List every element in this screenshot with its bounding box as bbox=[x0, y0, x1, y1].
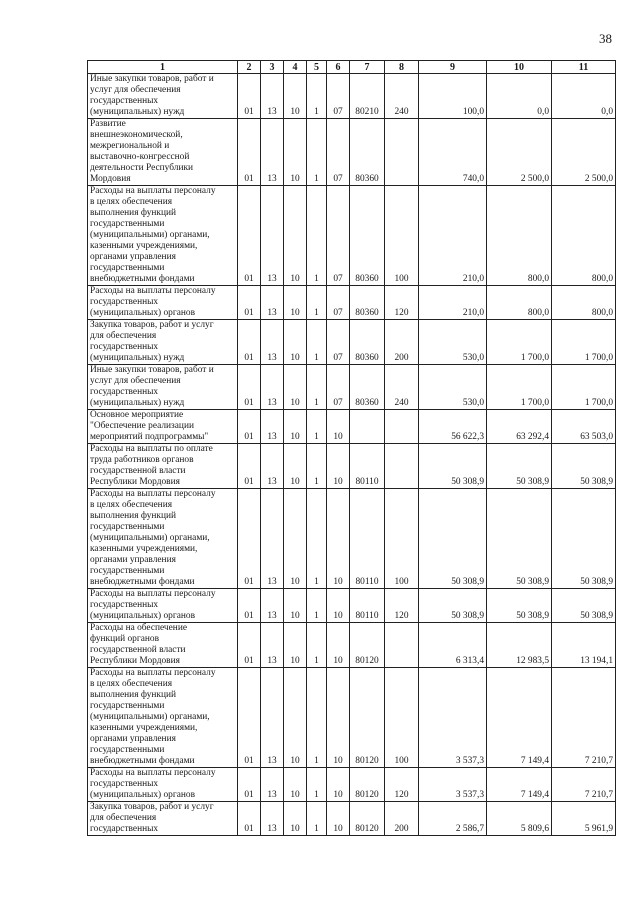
code-pgp-cell: 13 bbox=[261, 365, 284, 410]
code-gp-cell: 01 bbox=[238, 623, 261, 668]
code-main-event-cell: 07 bbox=[327, 286, 350, 320]
code-pgp-cell: 13 bbox=[261, 286, 284, 320]
expense-name-cell bbox=[88, 186, 238, 286]
code-gp-cell: 01 bbox=[238, 589, 261, 623]
expense-name-line: Расходы на обеспечение bbox=[90, 623, 187, 633]
expense-name-line: услуг для обеспечения bbox=[90, 85, 181, 95]
expense-name-line: государственной власти bbox=[90, 466, 186, 476]
table-row bbox=[88, 74, 616, 119]
expense-name-cell bbox=[88, 119, 238, 186]
code-gp-cell: 01 bbox=[238, 444, 261, 489]
code-expense-type-cell: 240 bbox=[385, 365, 419, 410]
amount-col-9-cell: 50 308,9 bbox=[419, 589, 487, 623]
code-gp-cell: 01 bbox=[238, 802, 261, 836]
expense-name-line: государственных bbox=[90, 297, 159, 307]
code-expense-type-cell bbox=[385, 119, 419, 186]
code-main-event-cell: 10 bbox=[327, 768, 350, 802]
expense-name-cell bbox=[88, 444, 238, 489]
code-direction-cell bbox=[350, 410, 385, 444]
code-main-event-cell: 10 bbox=[327, 444, 350, 489]
expense-name-line: в целях обеспечения bbox=[90, 500, 173, 510]
code-direction-cell: 80210 bbox=[350, 74, 385, 119]
amount-col-9-cell: 56 622,3 bbox=[419, 410, 487, 444]
expense-name-line: труда работников органов bbox=[90, 455, 194, 465]
amount-col-10-cell: 5 809,6 bbox=[487, 802, 552, 836]
amount-col-11-cell: 50 308,9 bbox=[552, 489, 616, 589]
expense-name-line: государственными bbox=[90, 219, 165, 229]
code-gp-cell: 01 bbox=[238, 74, 261, 119]
expense-name-line: функций органов bbox=[90, 634, 160, 644]
code-pgp-cell: 13 bbox=[261, 589, 284, 623]
code-expense-type-cell: 120 bbox=[385, 286, 419, 320]
code-gp-cell: 01 bbox=[238, 320, 261, 365]
table-row bbox=[88, 802, 616, 836]
amount-col-11-cell: 13 194,1 bbox=[552, 623, 616, 668]
expense-name-line: Основное мероприятие bbox=[90, 410, 184, 420]
expense-name-line: Расходы на выплаты персоналу bbox=[90, 768, 216, 778]
code-expense-type-cell: 100 bbox=[385, 186, 419, 286]
expense-name-cell bbox=[88, 768, 238, 802]
code-ppgp-cell: 10 bbox=[284, 410, 307, 444]
expense-name-line: выставочно-конгрессной bbox=[90, 152, 190, 162]
expense-name-cell bbox=[88, 74, 238, 119]
column-header: 5 bbox=[307, 61, 327, 74]
code-direction-cell: 80110 bbox=[350, 489, 385, 589]
code-direction-cell: 80120 bbox=[350, 768, 385, 802]
expense-name-line: государственными bbox=[90, 701, 165, 711]
table-row bbox=[88, 410, 616, 444]
code-expense-type-cell bbox=[385, 444, 419, 489]
code-expense-type-cell bbox=[385, 623, 419, 668]
expense-name-line: деятельности Республики bbox=[90, 163, 194, 173]
code-subprogram-type-cell: 1 bbox=[307, 623, 327, 668]
expense-name-line: для обеспечения bbox=[90, 813, 157, 823]
table-row bbox=[88, 320, 616, 365]
amount-col-11-cell: 5 961,9 bbox=[552, 802, 616, 836]
column-header: 7 bbox=[350, 61, 385, 74]
amount-col-10-cell: 7 149,4 bbox=[487, 668, 552, 768]
code-ppgp-cell: 10 bbox=[284, 589, 307, 623]
amount-col-9-cell: 100,0 bbox=[419, 74, 487, 119]
code-gp-cell: 01 bbox=[238, 119, 261, 186]
code-pgp-cell: 13 bbox=[261, 119, 284, 186]
code-subprogram-type-cell: 1 bbox=[307, 320, 327, 365]
amount-col-10-cell: 0,0 bbox=[487, 74, 552, 119]
amount-col-10-cell: 800,0 bbox=[487, 286, 552, 320]
code-direction-cell: 80360 bbox=[350, 186, 385, 286]
expense-name-line: государственными bbox=[90, 263, 165, 273]
table-row bbox=[88, 489, 616, 589]
expense-name-line: (муниципальными) органами, bbox=[90, 712, 210, 722]
expense-name-cell bbox=[88, 365, 238, 410]
column-header: 11 bbox=[552, 61, 616, 74]
table-row bbox=[88, 119, 616, 186]
amount-col-10-cell: 12 983,5 bbox=[487, 623, 552, 668]
code-ppgp-cell: 10 bbox=[284, 320, 307, 365]
expense-name-cell bbox=[88, 589, 238, 623]
code-expense-type-cell: 200 bbox=[385, 320, 419, 365]
expense-name-line: (муниципальных) нужд bbox=[90, 107, 185, 117]
expense-name-line: Мордовия bbox=[90, 174, 131, 184]
code-ppgp-cell: 10 bbox=[284, 186, 307, 286]
expense-name-line: государственных bbox=[90, 600, 159, 610]
code-main-event-cell: 10 bbox=[327, 623, 350, 668]
code-subprogram-type-cell: 1 bbox=[307, 119, 327, 186]
expense-name-line: выполнения функций bbox=[90, 690, 177, 700]
code-direction-cell: 80110 bbox=[350, 589, 385, 623]
code-expense-type-cell: 100 bbox=[385, 489, 419, 589]
code-expense-type-cell bbox=[385, 410, 419, 444]
expense-name-line: в целях обеспечения bbox=[90, 679, 173, 689]
code-direction-cell: 80360 bbox=[350, 320, 385, 365]
expense-name-line: межрегиональной и bbox=[90, 141, 170, 151]
expense-name-line: Расходы на выплаты персоналу bbox=[90, 489, 216, 499]
amount-col-11-cell: 2 500,0 bbox=[552, 119, 616, 186]
amount-col-10-cell: 50 308,9 bbox=[487, 489, 552, 589]
code-subprogram-type-cell: 1 bbox=[307, 802, 327, 836]
code-pgp-cell: 13 bbox=[261, 768, 284, 802]
expense-name-line: выполнения функций bbox=[90, 208, 177, 218]
code-direction-cell: 80110 bbox=[350, 444, 385, 489]
header-row bbox=[88, 61, 616, 74]
code-pgp-cell: 13 bbox=[261, 74, 284, 119]
amount-col-10-cell: 7 149,4 bbox=[487, 768, 552, 802]
code-pgp-cell: 13 bbox=[261, 668, 284, 768]
table-body bbox=[88, 74, 616, 836]
code-direction-cell: 80120 bbox=[350, 802, 385, 836]
amount-col-11-cell: 800,0 bbox=[552, 186, 616, 286]
amount-col-10-cell: 50 308,9 bbox=[487, 589, 552, 623]
amount-col-9-cell: 50 308,9 bbox=[419, 489, 487, 589]
amount-col-9-cell: 6 313,4 bbox=[419, 623, 487, 668]
code-ppgp-cell: 10 bbox=[284, 802, 307, 836]
expense-name-line: мероприятий подпрограммы" bbox=[90, 432, 209, 442]
code-expense-type-cell: 200 bbox=[385, 802, 419, 836]
column-header: 4 bbox=[284, 61, 307, 74]
code-main-event-cell: 07 bbox=[327, 119, 350, 186]
expense-name-line: казенными учреждениями, bbox=[90, 241, 198, 251]
table-row bbox=[88, 186, 616, 286]
expense-name-line: (муниципальными) органами, bbox=[90, 533, 210, 543]
code-main-event-cell: 07 bbox=[327, 365, 350, 410]
expense-name-line: для обеспечения bbox=[90, 331, 157, 341]
expense-name-cell bbox=[88, 623, 238, 668]
amount-col-10-cell: 63 292,4 bbox=[487, 410, 552, 444]
amount-col-11-cell: 0,0 bbox=[552, 74, 616, 119]
amount-col-11-cell: 50 308,9 bbox=[552, 444, 616, 489]
table-row bbox=[88, 365, 616, 410]
code-main-event-cell: 10 bbox=[327, 668, 350, 768]
table-row bbox=[88, 623, 616, 668]
expense-name-line: государственными bbox=[90, 745, 165, 755]
amount-col-9-cell: 530,0 bbox=[419, 320, 487, 365]
code-pgp-cell: 13 bbox=[261, 320, 284, 365]
expense-name-line: Расходы на выплаты персоналу bbox=[90, 186, 216, 196]
code-subprogram-type-cell: 1 bbox=[307, 365, 327, 410]
expense-name-line: Республики Мордовия bbox=[90, 477, 180, 487]
code-direction-cell: 80360 bbox=[350, 286, 385, 320]
code-ppgp-cell: 10 bbox=[284, 365, 307, 410]
code-pgp-cell: 13 bbox=[261, 802, 284, 836]
code-pgp-cell: 13 bbox=[261, 186, 284, 286]
table-row bbox=[88, 444, 616, 489]
expense-name-line: государственной власти bbox=[90, 645, 186, 655]
expense-name-line: Расходы на выплаты персоналу bbox=[90, 589, 216, 599]
expense-name-line: выполнения функций bbox=[90, 511, 177, 521]
expense-name-line: "Обеспечение реализации bbox=[90, 421, 194, 431]
code-ppgp-cell: 10 bbox=[284, 668, 307, 768]
expense-name-cell bbox=[88, 489, 238, 589]
expense-name-line: Расходы на выплаты по оплате bbox=[90, 444, 213, 454]
expense-name-line: государственных bbox=[90, 779, 159, 789]
code-ppgp-cell: 10 bbox=[284, 623, 307, 668]
expense-name-line: Развитие bbox=[90, 119, 126, 129]
code-pgp-cell: 13 bbox=[261, 444, 284, 489]
code-expense-type-cell: 120 bbox=[385, 768, 419, 802]
code-gp-cell: 01 bbox=[238, 489, 261, 589]
expense-name-line: государственных bbox=[90, 342, 159, 352]
expense-name-line: государственными bbox=[90, 566, 165, 576]
expense-name-line: государственных bbox=[90, 824, 159, 834]
expense-name-line: Иные закупки товаров, работ и bbox=[90, 365, 214, 375]
amount-col-11-cell: 7 210,7 bbox=[552, 768, 616, 802]
expense-name-line: казенными учреждениями, bbox=[90, 723, 198, 733]
code-gp-cell: 01 bbox=[238, 410, 261, 444]
amount-col-10-cell: 50 308,9 bbox=[487, 444, 552, 489]
amount-col-10-cell: 800,0 bbox=[487, 186, 552, 286]
code-subprogram-type-cell: 1 bbox=[307, 489, 327, 589]
expense-name-line: Закупка товаров, работ и услуг bbox=[90, 320, 214, 330]
code-ppgp-cell: 10 bbox=[284, 74, 307, 119]
code-expense-type-cell: 100 bbox=[385, 668, 419, 768]
table-row bbox=[88, 768, 616, 802]
expense-name-cell bbox=[88, 320, 238, 365]
expense-name-line: внебюджетными фондами bbox=[90, 756, 195, 766]
expense-name-line: внешнеэкономической, bbox=[90, 130, 183, 140]
code-gp-cell: 01 bbox=[238, 365, 261, 410]
expense-name-line: (муниципальных) нужд bbox=[90, 353, 185, 363]
code-expense-type-cell: 240 bbox=[385, 74, 419, 119]
code-ppgp-cell: 10 bbox=[284, 286, 307, 320]
code-main-event-cell: 10 bbox=[327, 589, 350, 623]
code-subprogram-type-cell: 1 bbox=[307, 668, 327, 768]
expense-name-line: (муниципальных) органов bbox=[90, 790, 196, 800]
amount-col-9-cell: 210,0 bbox=[419, 186, 487, 286]
expense-name-line: внебюджетными фондами bbox=[90, 577, 195, 587]
code-main-event-cell: 07 bbox=[327, 186, 350, 286]
code-gp-cell: 01 bbox=[238, 768, 261, 802]
code-main-event-cell: 07 bbox=[327, 320, 350, 365]
amount-col-9-cell: 3 537,3 bbox=[419, 668, 487, 768]
amount-col-11-cell: 1 700,0 bbox=[552, 320, 616, 365]
expense-name-cell bbox=[88, 286, 238, 320]
expense-name-line: (муниципальными) органами, bbox=[90, 230, 210, 240]
expense-name-line: Расходы на выплаты персоналу bbox=[90, 668, 216, 678]
column-header: 3 bbox=[261, 61, 284, 74]
code-subprogram-type-cell: 1 bbox=[307, 589, 327, 623]
column-header: 6 bbox=[327, 61, 350, 74]
amount-col-10-cell: 1 700,0 bbox=[487, 365, 552, 410]
budget-table bbox=[87, 60, 616, 836]
code-expense-type-cell: 120 bbox=[385, 589, 419, 623]
amount-col-11-cell: 1 700,0 bbox=[552, 365, 616, 410]
code-ppgp-cell: 10 bbox=[284, 119, 307, 186]
code-ppgp-cell: 10 bbox=[284, 444, 307, 489]
expense-name-cell bbox=[88, 410, 238, 444]
column-header: 9 bbox=[419, 61, 487, 74]
code-gp-cell: 01 bbox=[238, 668, 261, 768]
code-main-event-cell: 10 bbox=[327, 802, 350, 836]
code-pgp-cell: 13 bbox=[261, 489, 284, 589]
amount-col-10-cell: 1 700,0 bbox=[487, 320, 552, 365]
code-direction-cell: 80360 bbox=[350, 119, 385, 186]
expense-name-line: Республики Мордовия bbox=[90, 656, 180, 666]
column-header: 10 bbox=[487, 61, 552, 74]
code-main-event-cell: 10 bbox=[327, 410, 350, 444]
code-direction-cell: 80360 bbox=[350, 365, 385, 410]
amount-col-9-cell: 530,0 bbox=[419, 365, 487, 410]
expense-name-line: (муниципальных) органов bbox=[90, 308, 196, 318]
expense-name-line: внебюджетными фондами bbox=[90, 274, 195, 284]
expense-name-cell bbox=[88, 802, 238, 836]
code-subprogram-type-cell: 1 bbox=[307, 186, 327, 286]
expense-name-line: государственных bbox=[90, 387, 159, 397]
column-header: 1 bbox=[88, 61, 238, 74]
expense-name-line: (муниципальных) органов bbox=[90, 611, 196, 621]
table-row bbox=[88, 589, 616, 623]
expense-name-cell bbox=[88, 668, 238, 768]
code-gp-cell: 01 bbox=[238, 286, 261, 320]
code-gp-cell: 01 bbox=[238, 186, 261, 286]
column-header: 2 bbox=[238, 61, 261, 74]
expense-name-line: казенными учреждениями, bbox=[90, 544, 198, 554]
code-subprogram-type-cell: 1 bbox=[307, 286, 327, 320]
amount-col-11-cell: 63 503,0 bbox=[552, 410, 616, 444]
page-number: 38 bbox=[599, 31, 612, 46]
column-header: 8 bbox=[385, 61, 419, 74]
expense-name-line: Закупка товаров, работ и услуг bbox=[90, 802, 214, 812]
code-ppgp-cell: 10 bbox=[284, 489, 307, 589]
expense-name-line: органами управления bbox=[90, 555, 176, 565]
amount-col-11-cell: 50 308,9 bbox=[552, 589, 616, 623]
code-pgp-cell: 13 bbox=[261, 410, 284, 444]
amount-col-11-cell: 800,0 bbox=[552, 286, 616, 320]
expense-name-line: Расходы на выплаты персоналу bbox=[90, 286, 216, 296]
expense-name-line: государственных bbox=[90, 96, 159, 106]
amount-col-11-cell: 7 210,7 bbox=[552, 668, 616, 768]
amount-col-9-cell: 3 537,3 bbox=[419, 768, 487, 802]
table-row bbox=[88, 286, 616, 320]
code-subprogram-type-cell: 1 bbox=[307, 444, 327, 489]
amount-col-9-cell: 740,0 bbox=[419, 119, 487, 186]
code-ppgp-cell: 10 bbox=[284, 768, 307, 802]
expense-name-line: государственными bbox=[90, 522, 165, 532]
amount-col-9-cell: 2 586,7 bbox=[419, 802, 487, 836]
code-main-event-cell: 07 bbox=[327, 74, 350, 119]
code-pgp-cell: 13 bbox=[261, 623, 284, 668]
expense-name-line: Иные закупки товаров, работ и bbox=[90, 74, 214, 84]
expense-name-line: в целях обеспечения bbox=[90, 197, 173, 207]
code-direction-cell: 80120 bbox=[350, 623, 385, 668]
code-subprogram-type-cell: 1 bbox=[307, 410, 327, 444]
amount-col-10-cell: 2 500,0 bbox=[487, 119, 552, 186]
amount-col-9-cell: 210,0 bbox=[419, 286, 487, 320]
expense-name-line: органами управления bbox=[90, 252, 176, 262]
expense-name-line: услуг для обеспечения bbox=[90, 376, 181, 386]
code-main-event-cell: 10 bbox=[327, 489, 350, 589]
expense-name-line: органами управления bbox=[90, 734, 176, 744]
expense-name-line: (муниципальных) нужд bbox=[90, 398, 185, 408]
amount-col-9-cell: 50 308,9 bbox=[419, 444, 487, 489]
code-subprogram-type-cell: 1 bbox=[307, 768, 327, 802]
code-subprogram-type-cell: 1 bbox=[307, 74, 327, 119]
table-row bbox=[88, 668, 616, 768]
code-direction-cell: 80120 bbox=[350, 668, 385, 768]
